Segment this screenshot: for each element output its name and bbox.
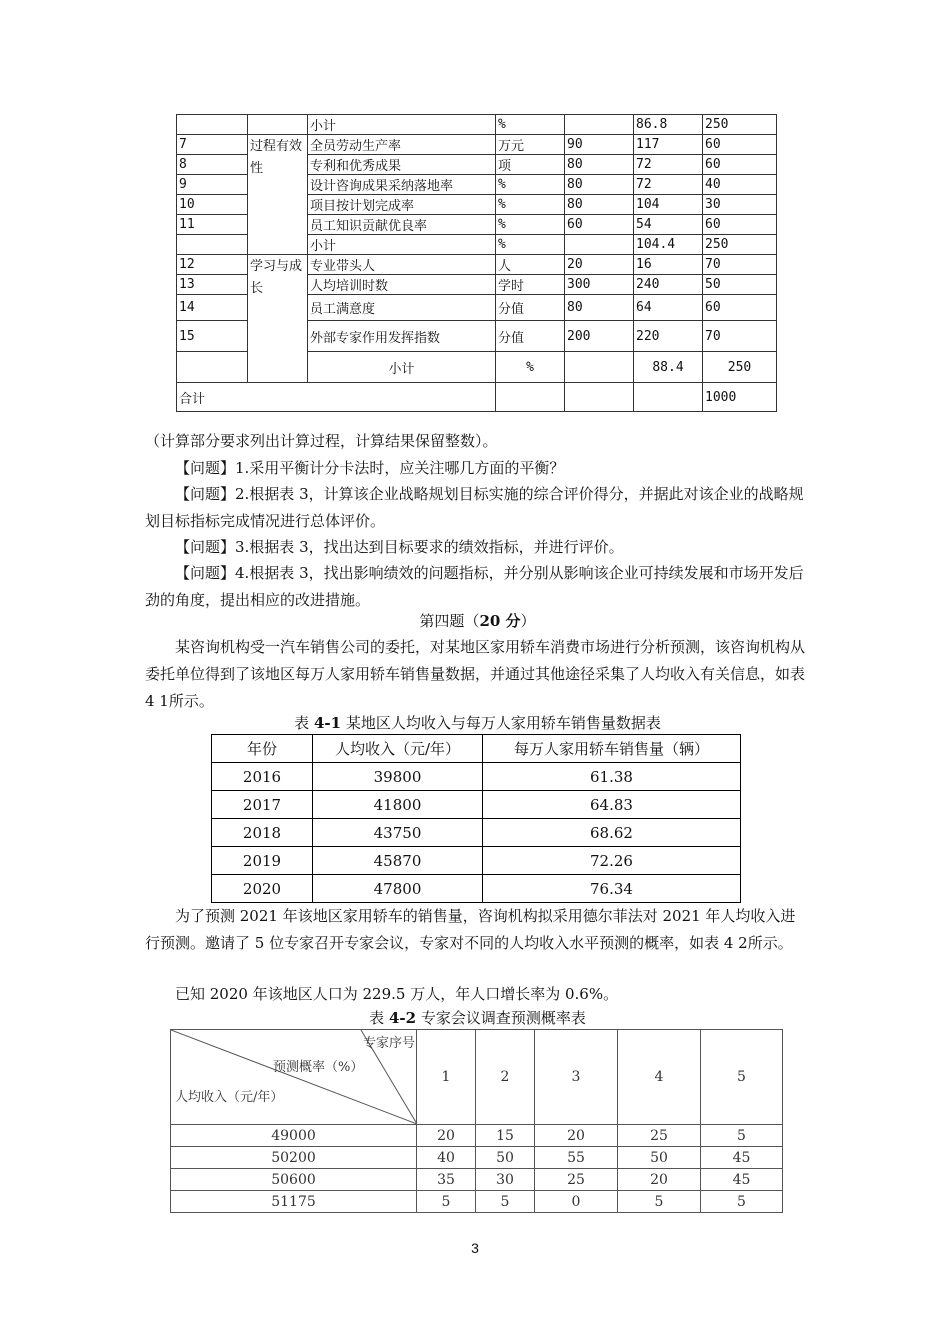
- question-4: 【问题】4.根据表 3，找出影响绩效的问题指标，并分别从影响该企业可持续发展和市场开发后劲的角度，提出相应的改进措施。: [145, 564, 804, 609]
- sales-cell: 64.83: [483, 791, 741, 819]
- sales-cell: 68.62: [483, 819, 741, 847]
- table-row: [212, 847, 741, 875]
- expert-number: 5: [701, 1030, 783, 1125]
- indicator-name: 小计: [308, 235, 496, 255]
- target-value: 80: [565, 295, 634, 321]
- weight-value: 60: [703, 135, 777, 155]
- diag-label-income: 人均收入（元/年）: [175, 1090, 284, 1105]
- weight-value: 60: [703, 215, 777, 235]
- probability-cell: 50: [476, 1147, 535, 1169]
- weight-value: 70: [703, 255, 777, 275]
- actual-value: 72: [634, 175, 703, 195]
- row-number: 12: [177, 255, 248, 275]
- actual-value: 64: [634, 295, 703, 321]
- row-number: 10: [177, 195, 248, 215]
- expert-number: 4: [618, 1030, 701, 1125]
- row-number: [177, 115, 248, 135]
- indicator-name: 员工知识贡献优良率: [308, 215, 496, 235]
- target-value: 90: [565, 135, 634, 155]
- probability-cell: 40: [417, 1147, 476, 1169]
- table42-caption-prefix: 表: [369, 1009, 389, 1027]
- actual-value: 104.4: [634, 235, 703, 255]
- probability-cell: 55: [535, 1147, 618, 1169]
- population-paragraph: 已知 2020 年该地区人口为 229.5 万人，年人口增长率为 0.6%。: [175, 985, 619, 1003]
- target-value: 20: [565, 255, 634, 275]
- weight-value: 40: [703, 175, 777, 195]
- year-cell: 2019: [212, 847, 313, 875]
- weight-value: 250: [703, 352, 777, 383]
- table41-caption-text: 某地区人均收入与每万人家用轿车销售量数据表: [341, 714, 661, 732]
- weight-value: 250: [703, 115, 777, 135]
- table-row: [212, 819, 741, 847]
- probability-cell: 45: [701, 1147, 783, 1169]
- dimension-cell: 过程有效性: [248, 135, 308, 255]
- table41-caption: [145, 710, 810, 737]
- unit: 分值: [496, 295, 565, 321]
- income-cell: 47800: [313, 875, 483, 903]
- probability-cell: 5: [701, 1125, 783, 1147]
- column-header: 年份: [212, 735, 313, 763]
- income-level: 50600: [171, 1169, 417, 1191]
- section-heading: [145, 608, 810, 635]
- probability-cell: 35: [417, 1169, 476, 1191]
- target-value: [565, 352, 634, 383]
- target-value: [565, 235, 634, 255]
- diag-label-expert: 专家序号: [363, 1036, 416, 1051]
- actual-value: 86.8: [634, 115, 703, 135]
- delphi-paragraph: 为了预测 2021 年该地区家用轿车的销售量，咨询机构拟采用德尔菲法对 2021 年人均收入进行预测。邀请了 5 位专家召开专家会议，专家对不同的人均收入水平预测的概率，如表 4 2所示。: [145, 907, 796, 952]
- table-row: [212, 763, 741, 791]
- probability-cell: 20: [417, 1125, 476, 1147]
- table-row: [171, 1125, 783, 1147]
- table42-caption: [145, 1005, 810, 1032]
- section-close: ）: [520, 612, 536, 630]
- income-level: 51175: [171, 1191, 417, 1213]
- total-row: [177, 383, 777, 412]
- indicator-name: 外部专家作用发挥指数: [308, 321, 496, 352]
- total-actual: [634, 383, 703, 412]
- unit: %: [496, 235, 565, 255]
- expert-number: 3: [535, 1030, 618, 1125]
- target-value: 80: [565, 175, 634, 195]
- actual-value: 54: [634, 215, 703, 235]
- diag-label-probability: 预测概率（%）: [273, 1060, 364, 1075]
- column-header: 人均收入（元/年）: [313, 735, 483, 763]
- sales-cell: 61.38: [483, 763, 741, 791]
- probability-cell: 25: [618, 1125, 701, 1147]
- dimension-cell-prev: [248, 115, 308, 135]
- unit: 项: [496, 155, 565, 175]
- unit: %: [496, 115, 565, 135]
- probability-cell: 5: [417, 1191, 476, 1213]
- total-weight: 1000: [703, 383, 777, 412]
- indicator-name: 专业带头人: [308, 255, 496, 275]
- row-number: 13: [177, 275, 248, 295]
- question-1: 【问题】1.采用平衡计分卡法时，应关注哪几方面的平衡？: [175, 459, 565, 477]
- probability-cell: 50: [618, 1147, 701, 1169]
- total-unit: [496, 383, 565, 412]
- unit: %: [496, 215, 565, 235]
- income-cell: 39800: [313, 763, 483, 791]
- unit: 学时: [496, 275, 565, 295]
- row-number: 14: [177, 295, 248, 321]
- sales-cell: 72.26: [483, 847, 741, 875]
- table42-caption-text: 专家会议调查预测概率表: [416, 1009, 586, 1027]
- target-value: 60: [565, 215, 634, 235]
- sales-cell: 76.34: [483, 875, 741, 903]
- indicator-name: 专利和优秀成果: [308, 155, 496, 175]
- diagonal-header-cell: [171, 1030, 417, 1125]
- indicator-name: 小计: [308, 352, 496, 383]
- intro-paragraph: 某咨询机构受一汽车销售公司的委托，对某地区家用轿车消费市场进行分析预测，该咨询机构从委托单位得到了该地区每万人家用轿车销售量数据，并通过其他途径采集了人均收入有关信息，如表 4 1所示。: [145, 638, 806, 710]
- section-title: 第四题（: [419, 612, 480, 630]
- probability-cell: 0: [535, 1191, 618, 1213]
- actual-value: 72: [634, 155, 703, 175]
- total-target: [565, 383, 634, 412]
- year-cell: 2017: [212, 791, 313, 819]
- actual-value: 104: [634, 195, 703, 215]
- target-value: 80: [565, 155, 634, 175]
- performance-table: [176, 114, 777, 412]
- unit: %: [496, 175, 565, 195]
- page-number: 3: [471, 1240, 479, 1256]
- actual-value: 88.4: [634, 352, 703, 383]
- probability-cell: 45: [701, 1169, 783, 1191]
- question-3: 【问题】3.根据表 3，找出达到目标要求的绩效指标，并进行评价。: [175, 538, 624, 556]
- indicator-name: 员工满意度: [308, 295, 496, 321]
- income-level: 50200: [171, 1147, 417, 1169]
- actual-value: 117: [634, 135, 703, 155]
- income-sales-table: [211, 734, 741, 903]
- column-header: 每万人家用轿车销售量（辆）: [483, 735, 741, 763]
- question-2: 【问题】2.根据表 3，计算该企业战略规划目标实施的综合评价得分，并据此对该企业的战略规划目标指标完成情况进行总体评价。: [145, 485, 804, 530]
- row-number: [177, 235, 248, 255]
- indicator-name: 人均培训时数: [308, 275, 496, 295]
- probability-cell: 20: [535, 1125, 618, 1147]
- indicator-name: 项目按计划完成率: [308, 195, 496, 215]
- probability-cell: 5: [618, 1191, 701, 1213]
- table-row: [171, 1191, 783, 1213]
- calc-note: （计算部分要求列出计算过程，计算结果保留整数）。: [145, 432, 498, 450]
- table-row: [212, 791, 741, 819]
- indicator-name: 全员劳动生产率: [308, 135, 496, 155]
- target-value: [565, 115, 634, 135]
- income-cell: 41800: [313, 791, 483, 819]
- year-cell: 2020: [212, 875, 313, 903]
- table42-caption-num: 4-2: [388, 1009, 417, 1027]
- row-number: [177, 352, 248, 383]
- probability-cell: 5: [701, 1191, 783, 1213]
- unit: %: [496, 352, 565, 383]
- weight-value: 50: [703, 275, 777, 295]
- target-value: 200: [565, 321, 634, 352]
- target-value: 300: [565, 275, 634, 295]
- unit: %: [496, 195, 565, 215]
- table41-caption-prefix: 表: [294, 714, 314, 732]
- table-row: [212, 875, 741, 903]
- actual-value: 16: [634, 255, 703, 275]
- expert-number: 2: [476, 1030, 535, 1125]
- row-number: 7: [177, 135, 248, 155]
- income-cell: 45870: [313, 847, 483, 875]
- table41-caption-num: 4-1: [313, 714, 342, 732]
- indicator-name: 小计: [308, 115, 496, 135]
- weight-value: 250: [703, 235, 777, 255]
- probability-cell: 20: [618, 1169, 701, 1191]
- expert-number: 1: [417, 1030, 476, 1125]
- table-row: [177, 115, 777, 135]
- probability-cell: 25: [535, 1169, 618, 1191]
- unit: 人: [496, 255, 565, 275]
- year-cell: 2016: [212, 763, 313, 791]
- total-label: 合计: [177, 383, 496, 412]
- section-score: 20 分: [479, 612, 521, 630]
- unit: 万元: [496, 135, 565, 155]
- expert-probability-table: [170, 1029, 783, 1213]
- income-level: 49000: [171, 1125, 417, 1147]
- target-value: 80: [565, 195, 634, 215]
- table-row: [177, 135, 777, 155]
- weight-value: 70: [703, 321, 777, 352]
- probability-cell: 5: [476, 1191, 535, 1213]
- actual-value: 240: [634, 275, 703, 295]
- weight-value: 60: [703, 295, 777, 321]
- table-row: [171, 1147, 783, 1169]
- year-cell: 2018: [212, 819, 313, 847]
- unit: 分值: [496, 321, 565, 352]
- row-number: 11: [177, 215, 248, 235]
- income-cell: 43750: [313, 819, 483, 847]
- row-number: 8: [177, 155, 248, 175]
- weight-value: 30: [703, 195, 777, 215]
- table-row: [171, 1169, 783, 1191]
- probability-cell: 30: [476, 1169, 535, 1191]
- indicator-name: 设计咨询成果采纳落地率: [308, 175, 496, 195]
- probability-cell: 15: [476, 1125, 535, 1147]
- dimension-cell: 学习与成长: [248, 255, 308, 383]
- actual-value: 220: [634, 321, 703, 352]
- row-number: 9: [177, 175, 248, 195]
- weight-value: 60: [703, 155, 777, 175]
- table-row: [177, 255, 777, 275]
- row-number: 15: [177, 321, 248, 352]
